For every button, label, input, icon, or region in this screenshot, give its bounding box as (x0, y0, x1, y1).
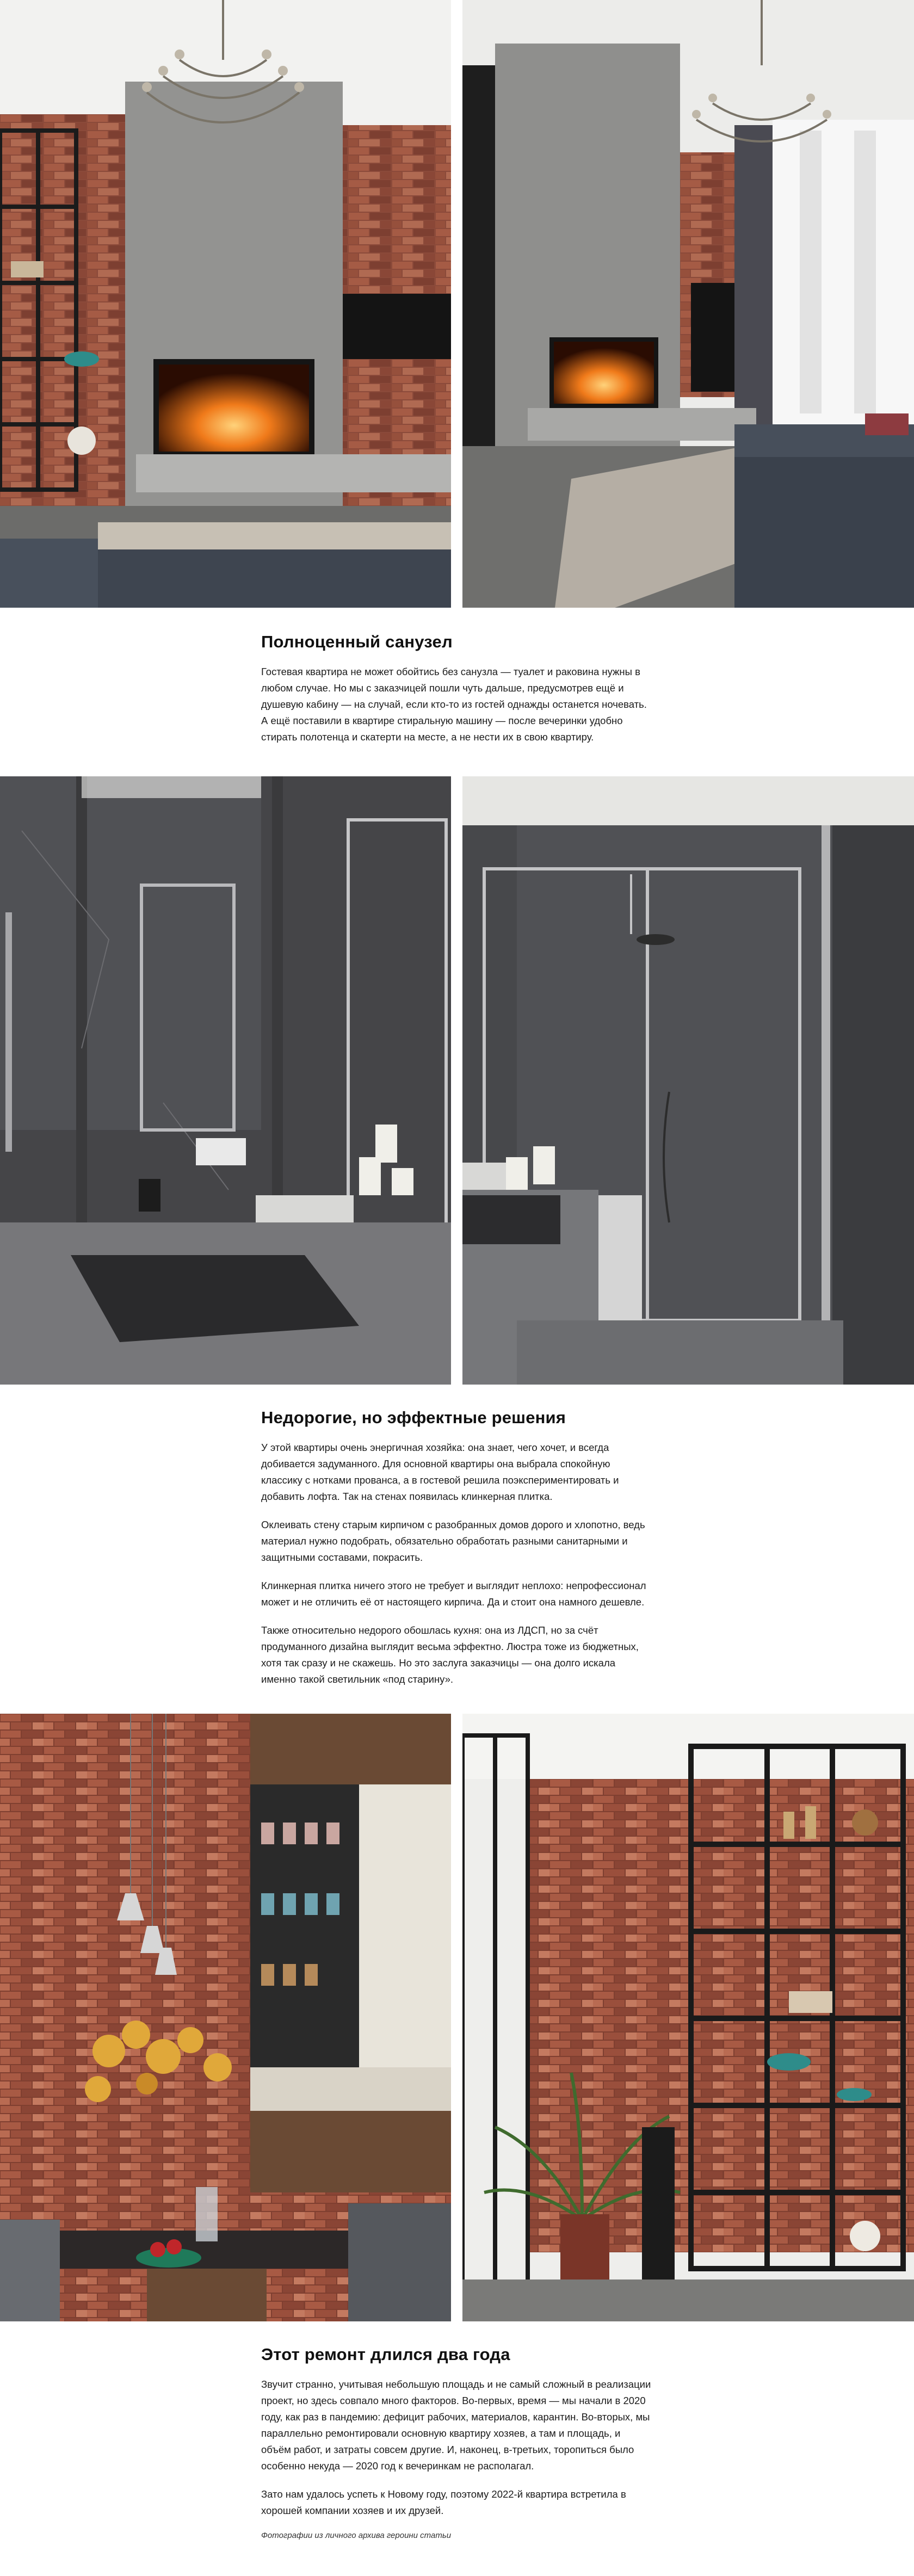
living-room-photo-right (462, 0, 914, 608)
paragraph: Клинкерная плитка ничего этого не требует и выглядит неплохо: непрофессионал может и не отличить её от настоящего кирпича. Да и стоит она намного дешевле. (261, 1580, 646, 1608)
paragraph: Также относительно недорого обошлась кухня: она из ЛДСП, но за счёт продуманного дизайна выглядит весьма эффектно. Люстра тоже из бюджетных, хотя так сразу и не скажешь. Но это заслуга заказчицы — она долго искала именно такой светильник «под старину». (261, 1624, 639, 1685)
section-title: Полноценный санузел (261, 632, 453, 651)
paragraph: Звучит странно, учитывая небольшую площадь и не самый сложный в реализации проект, но здесь совпало много факторов. Во-первых, время — мы начали в 2020 году, как раз в пандемию: дефицит рабочих, материалов, карантин. Во-вторых, мы параллельно ремонтировали основную квартиру хозяев, а там и площадь, и объём работ, и затраты совсем другие. И, наконец, в-третьих, торопиться было особенно некуда — 2020 год к вечеринкам не располагал. (261, 2379, 651, 2472)
paragraph: Гостевая квартира не может обойтись без санузла — туалет и раковина нужны в любом случае. Но мы с заказчицей пошли чуть дальше, предусмотрев ещё и душевую кабину — на случай, если кто-то из гостей однажды останется ночевать. А ещё поставили в квартире стиральную машину — после вечеринки удобно стирать полотенца и скатерти на месте, а не нести их в свою квартиру. (261, 666, 647, 743)
shelving-photo (462, 1714, 914, 2321)
section-budget-solutions (261, 1408, 653, 1700)
bathroom-sink-photo (0, 776, 451, 1385)
bathroom-shower-photo (462, 776, 914, 1385)
paragraph: У этой квартиры очень энергичная хозяйка: она знает, чего хочет, и всегда добивается задуманного. Для основной квартиры она выбрала спокойную классику с нотками прованса, а в гостевой решила поэкспериментировать и добавить лофта. Так на стенах появилась клинкерная плитка. (261, 1442, 619, 1502)
section-title: Этот ремонт длился два года (261, 2345, 510, 2364)
section-renovation-duration (261, 2345, 653, 2540)
section-title: Недорогие, но эффектные решения (261, 1408, 566, 1427)
living-room-photo-left (0, 0, 451, 608)
photo-credit-caption: Фотографии из личного архива героини статьи (261, 2531, 452, 2540)
section-bathroom (261, 632, 653, 757)
kitchen-dining-photo (0, 1714, 451, 2321)
paragraph: Оклеивать стену старым кирпичом с разобранных домов дорого и хлопотно, ведь материал нужно подобрать, обязательно обработать разными санитарными и защитными составами, покрасить. (261, 1519, 645, 1563)
paragraph: Зато нам удалось успеть к Новому году, поэтому 2022-й квартира встретила в хорошей компании хозяев и их друзей. (261, 2488, 626, 2516)
